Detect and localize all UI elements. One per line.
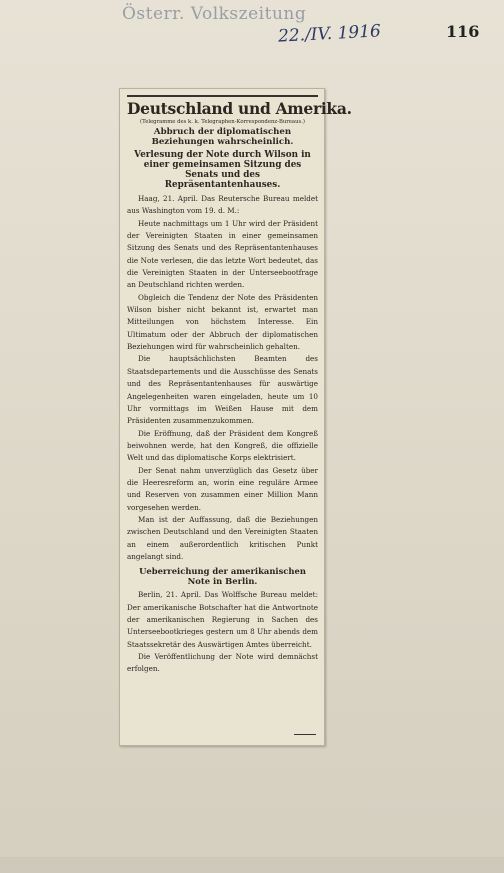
- paragraph-dateline: Haag, 21. April. Das Reutersche Bureau meldet aus Washington vom 19. d. M.:: [127, 194, 318, 216]
- end-mark: [294, 734, 316, 735]
- newspaper-stamp: Österr. Volkszeitung: [122, 4, 307, 24]
- subheading-breakoff: Abbruch der diplomatischen Beziehungen wahrscheinlich.: [151, 127, 294, 147]
- paragraph-final: Die Veröffentlichung der Note wird demnächst erfolgen.: [127, 652, 318, 674]
- handwritten-date: 22./IV. 1916: [277, 21, 382, 47]
- paragraph-4: Die hauptsächlichsten Beamten des Staatsdepartements und die Ausschüsse des Senats und des Repräsentantenhauses für auswärtige Angelegenheiten waren eingeladen, heute um 10 Uhr vormittags im Weißen Hause mit dem Präsidenten zusammenzukommen.: [127, 354, 318, 426]
- paragraph-5: Die Eröffnung, daß der Präsident dem Kongreß beiwohnen werde, hat den Kongreß, die offizielle Welt und das diplomatische Korps elektrisiert.: [127, 428, 318, 463]
- article-source: (Telegramme des k. k. Telegraphen-Korrespondenz-Bureaus.): [140, 119, 305, 125]
- paragraph-2: Heute nachmittags um 1 Uhr wird der Präsident der Vereinigten Staaten in einer gemeinsamen Sitzung des Senats und des Repräsentantenhauses die Note verlesen, die das letzte Wort bedeutet, das die Vereinigten Staaten in der Unterseebootfrage an Deutschland richten werden.: [127, 218, 318, 290]
- subheading-reading: Verlesung der Note durch Wilson in einer gemeinsamen Sitzung des Senats und des Repräsentantenhauses.: [134, 150, 311, 190]
- bottom-edge: [0, 857, 504, 873]
- paragraph-6: Der Senat nahm unverzüglich das Gesetz über die Heeresreform an, worin eine reguläre Armee und Reserven von zusammen einer Million Mann vorgesehen werden.: [127, 465, 318, 512]
- page-number: 116: [446, 22, 480, 41]
- article-headline: Deutschland und Amerika.: [127, 99, 352, 118]
- paragraph-berlin: Berlin, 21. April. Das Wolffsche Bureau meldet: Der amerikanische Botschafter hat die Antwortnote der amerikanischen Regierung in Sachen des Unterseebootkrieges gestern um 8 Uhr abends dem Staatssekretär des Auswärtigen Amtes überreicht.: [127, 590, 318, 649]
- top-rule: [127, 95, 318, 97]
- paragraph-7: Man ist der Auffassung, daß die Beziehungen zwischen Deutschland und den Vereinigten Staaten an einem außerordentlich kritischen Punkt angelangt sind.: [127, 514, 318, 561]
- paragraph-3: Obgleich die Tendenz der Note des Präsidenten Wilson bisher nicht bekannt ist, erwartet man Mitteilungen von höchstem Interesse. Ein Ultimatum oder der Abbruch der diplomatischen Beziehungen wird für wahrscheinlich gehalten.: [127, 292, 318, 352]
- newspaper-clipping: [119, 88, 352, 746]
- subheading-berlin: Ueberreichung der amerikanischen Note in Berlin.: [139, 566, 306, 587]
